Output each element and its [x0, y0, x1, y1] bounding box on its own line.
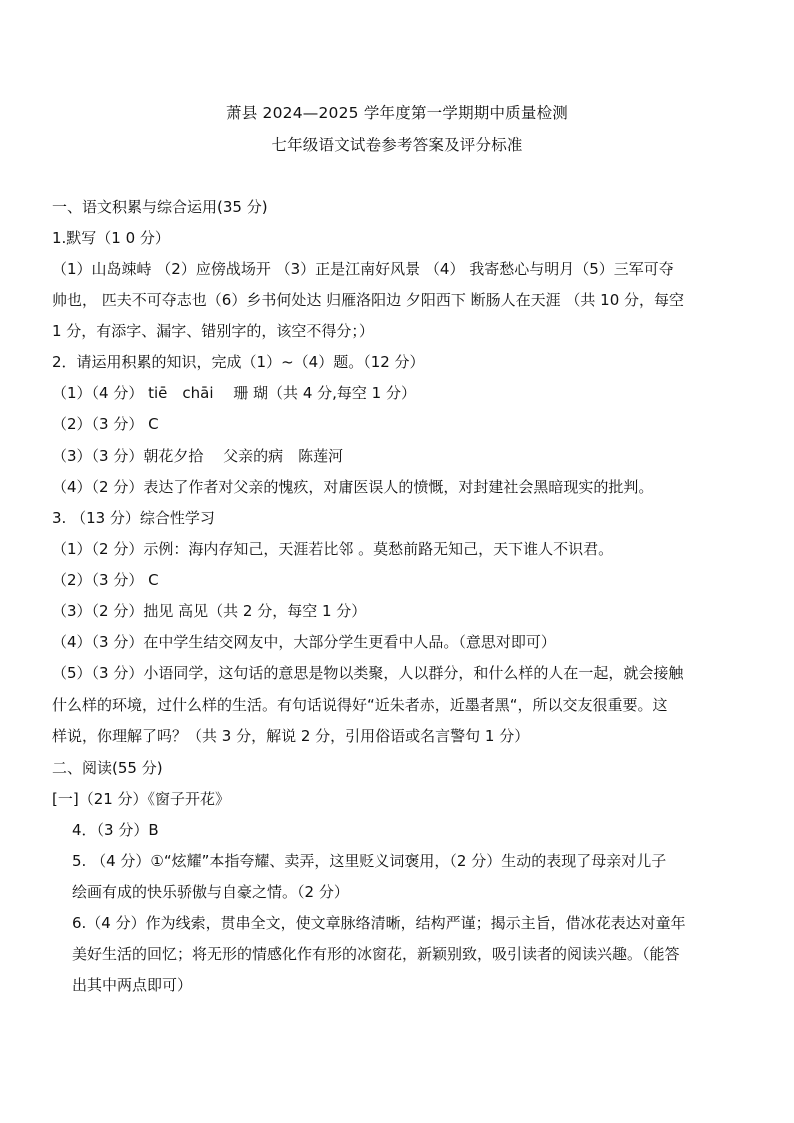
- exam-title: 萧县 2024—2025 学年度第一学期期中质量检测: [226, 104, 568, 122]
- question-1-answer-line: （1）山岛竦峙 （2）应傍战场开 （3）正是江南好风景 （4） 我寄愁心与明月（5）三军可夺: [52, 260, 674, 278]
- exam-subtitle: 七年级语文试卷参考答案及评分标准: [271, 136, 523, 154]
- question-3-answer-4: （4）（3 分）在中学生结交网友中，大部分学生更看中人品。（意思对即可）: [52, 633, 556, 651]
- question-3-answer-3: （3）（2 分）拙见 高见（共 2 分，每空 1 分）: [52, 602, 367, 620]
- section-heading-accumulation: 一、语文积累与综合运用(35 分): [52, 198, 268, 216]
- question-5-answer-line: 绘画有成的快乐骄傲与自豪之情。（2 分）: [72, 883, 349, 901]
- question-1-answer-line: 1 分，有添字、漏字、错别字的，该空不得分；）: [52, 322, 374, 340]
- question-6-answer-line: 美好生活的回忆；将无形的情感化作有形的冰窗花，新颖别致，吸引读者的阅读兴趣。（能答: [72, 945, 680, 963]
- question-1-heading: 1.默写（1 0 分）: [52, 229, 170, 247]
- question-2-answer-4: （4）（2 分）表达了作者对父亲的愧疚，对庸医误人的愤慨，对封建社会黑暗现实的批判。: [52, 478, 654, 496]
- question-3-answer-5-line: 样说，你理解了吗？（共 3 分，解说 2 分，引用俗语或名言警句 1 分）: [52, 727, 530, 745]
- question-6-answer-line: 出其中两点即可）: [72, 976, 193, 994]
- question-1-answer-line: 帅也， 匹夫不可夺志也（6）乡书何处达 归雁洛阳边 夕阳西下 断肠人在天涯 （共 10 分，每空: [52, 291, 685, 309]
- question-2-answer-2: （2）（3 分） C: [52, 415, 159, 433]
- reading-part-1-heading: [一]（21 分）《窗子开花》: [52, 790, 231, 808]
- question-4-answer: 4．（3 分）B: [72, 821, 159, 839]
- question-2-heading: 2．请运用积累的知识，完成（1）~（4）题。（12 分）: [52, 353, 425, 371]
- question-3-answer-5-line: 什么样的环境，过什么样的生活。有句话说得好“近朱者赤，近墨者黑“，所以交友很重要。这: [52, 696, 668, 714]
- question-2-answer-3: （3）（3 分）朝花夕拾 父亲的病 陈莲河: [52, 447, 344, 465]
- question-3-answer-2: （2）（3 分） C: [52, 571, 159, 589]
- question-6-answer-line: 6.（4 分）作为线索，贯串全文，使文章脉络清晰，结构严谨；揭示主旨，借冰花表达对童年: [72, 914, 686, 932]
- question-2-answer-1: （1）（4 分） tiē chāi 珊 瑚（共 4 分,每空 1 分）: [52, 384, 416, 402]
- question-3-heading: 3. （13 分）综合性学习: [52, 509, 215, 527]
- section-heading-reading: 二、阅读(55 分): [52, 759, 163, 777]
- question-3-answer-1: （1）（2 分）示例：海内存知己，天涯若比邻 。莫愁前路无知己，天下谁人不识君。: [52, 540, 614, 558]
- question-5-answer-line: 5. （4 分）①“炫耀”本指夸耀、卖弄，这里贬义词褒用，（2 分）生动的表现了母亲对儿子: [72, 852, 667, 870]
- question-3-answer-5-line: （5）（3 分）小语同学，这句话的意思是物以类聚，人以群分，和什么样的人在一起，就会接触: [52, 664, 684, 682]
